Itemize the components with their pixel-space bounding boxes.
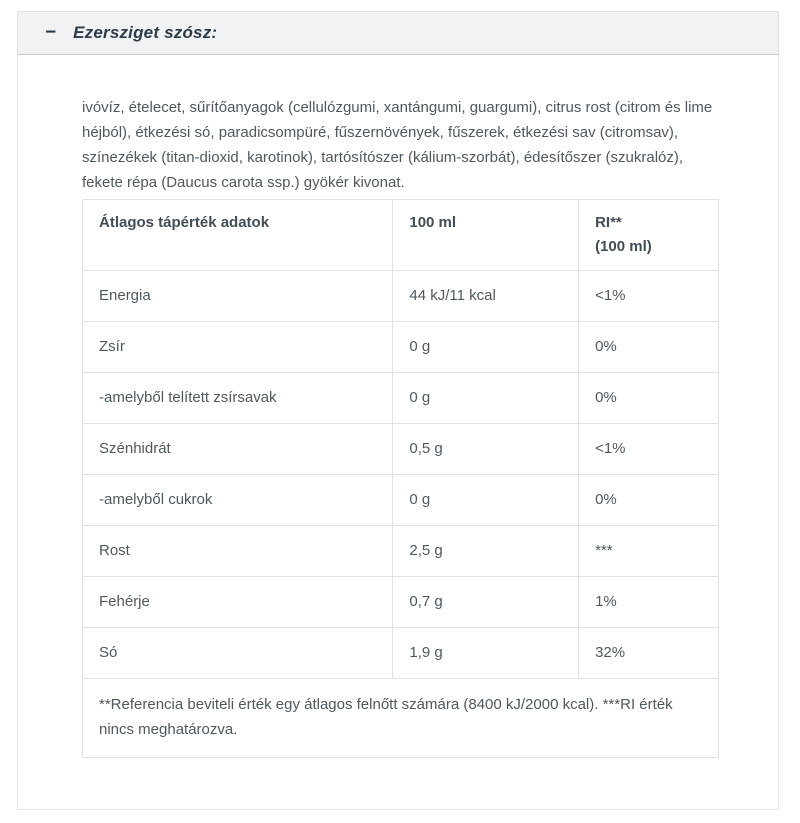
column-header-ri-line2: (100 ml) [595,238,652,255]
nutrient-value: 0,5 g [393,424,579,475]
nutrient-value: 0 g [393,322,579,373]
nutrient-ri: 0% [579,322,719,373]
nutrient-label: Rost [83,526,393,577]
ingredients-text: ivóvíz, ételecet, sűrítőanyagok (cellulózgumi, xantángumi, guargumi), citrus rost (citrom és lime héjból), étkezési só, paradicsompüré, fűszernövények, fűszerek, étkezési sav (citromsav), színezékek (titan-dioxid, karotinok), tartósítószer (kálium-szorbát), édesítőszer (szukralóz), fekete répa (Daucus carota ssp.) gyökér kivonat. [82,99,713,191]
column-header-ri [579,200,719,271]
nutrient-value: 1,9 g [393,628,579,679]
table-footnote: **Referencia beviteli érték egy átlagos felnőtt számára (8400 kJ/2000 kcal). ***RI érték nincs meghatározva. [83,679,719,758]
nutrient-label: Só [83,628,393,679]
table-row [83,526,719,577]
table-row [83,424,719,475]
nutrient-ri: <1% [579,424,719,475]
nutrient-value: 0,7 g [393,577,579,628]
nutrient-ri: <1% [579,271,719,322]
nutrient-ri: 0% [579,475,719,526]
nutrient-value: 0 g [393,475,579,526]
nutrient-value: 2,5 g [393,526,579,577]
nutrient-label: -amelyből cukrok [83,475,393,526]
table-row [83,577,719,628]
table-header-row [83,200,719,271]
table-footnote-row [83,679,719,758]
nutrient-ri: *** [579,526,719,577]
accordion-header[interactable] [17,11,779,55]
nutrient-ri: 32% [579,628,719,679]
nutrient-value: 44 kJ/11 kcal [393,271,579,322]
column-header-ri-line1: RI** [595,214,622,231]
nutrient-ri: 1% [579,577,719,628]
collapse-minus-icon[interactable]: − [45,21,57,43]
table-row [83,271,719,322]
nutrient-label: Zsír [83,322,393,373]
table-row [83,628,719,679]
nutrient-label: Energia [83,271,393,322]
nutrient-ri: 0% [579,373,719,424]
nutrient-label: Fehérje [83,577,393,628]
accordion-body [17,55,779,810]
product-info-accordion [17,11,779,810]
table-row [83,322,719,373]
nutrient-value: 0 g [393,373,579,424]
column-header-nutrient: Átlagos tápérték adatok [83,200,393,271]
table-row [83,475,719,526]
table-row [83,373,719,424]
nutrient-label: Szénhidrát [83,424,393,475]
accordion-title: Ezersziget szósz: [73,23,218,42]
column-header-per-100ml: 100 ml [393,200,579,271]
nutrition-table [82,199,719,758]
nutrient-label: -amelyből telített zsírsavak [83,373,393,424]
